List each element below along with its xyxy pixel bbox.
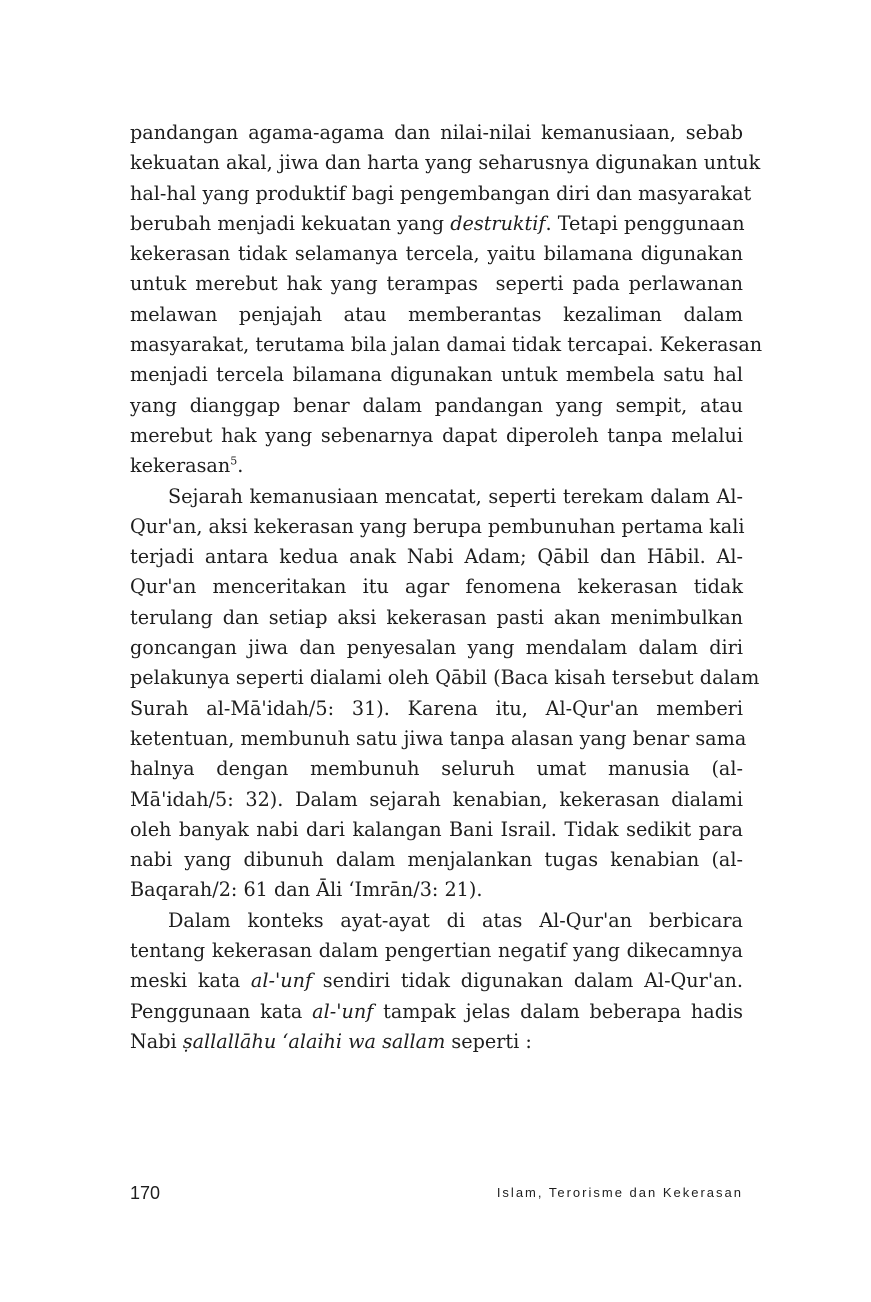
text-line: terjadi antara kedua anak Nabi Adam; Qābil dan Hābil. Al- [130, 545, 743, 569]
text-line: goncangan jiwa dan penyesalan yang mendalam dalam diri [130, 636, 743, 660]
text-line: nabi yang dibunuh dalam menjalankan tugas kenabian (al- [130, 848, 743, 872]
text-line [130, 209, 743, 239]
text-line: Mā'idah/5: 32). Dalam sejarah kenabian, kekerasan dialami [130, 787, 743, 811]
text-fragment: Penggunaan kata [130, 999, 313, 1023]
text-line: pandangan agama-agama dan nilai-nilai kemanusiaan, sebab [130, 121, 743, 144]
italic-term: al-'unf [312, 999, 374, 1023]
text-line: Dalam konteks ayat-ayat di atas Al-Qur'an berbicara [168, 908, 743, 932]
text-fragment: . Tetapi penggunaan [545, 211, 745, 235]
italic-term: destruktif [450, 211, 546, 235]
italic-term: al-'unf [250, 969, 313, 993]
text-line [130, 1027, 743, 1057]
text-line: tentang kekerasan dalam pengertian negatif yang dikecamnya [130, 939, 743, 963]
page-footer [130, 1180, 743, 1210]
text-line: masyarakat, terutama bila jalan damai tidak tercapai. Kekerasan [130, 333, 763, 357]
text-line: Baqarah/2: 61 dan Āli ‘Imrān/3: 21). [130, 878, 483, 902]
text-line: pelakunya seperti dialami oleh Qābil (Baca kisah tersebut dalam [130, 666, 760, 690]
text-line: oleh banyak nabi dari kalangan Bani Israil. Tidak sedikit para [130, 817, 743, 841]
text-line: ketentuan, membunuh satu jiwa tanpa alasan yang benar sama [130, 726, 747, 750]
paragraph [130, 118, 763, 482]
text-line [130, 997, 743, 1027]
paragraph [130, 906, 743, 1057]
text-fragment: tampak jelas dalam beberapa hadis [373, 999, 743, 1023]
text-fragment: . [237, 454, 244, 478]
text-fragment: seperti : [445, 1029, 532, 1053]
text-line: kekuatan akal, jiwa dan harta yang seharusnya digunakan untuk [130, 151, 761, 175]
text-fragment: meski kata [130, 969, 251, 993]
text-fragment: sendiri tidak digunakan dalam Al-Qur'an. [312, 969, 743, 993]
text-line [130, 451, 743, 481]
paragraph [130, 482, 760, 906]
text-line: Surah al-Mā'idah/5: 31). Karena itu, Al-Qur'an memberi [130, 696, 743, 720]
text-line [130, 966, 743, 996]
text-line: halnya dengan membunuh seluruh umat manusia (al- [130, 757, 743, 781]
text-fragment: Nabi [130, 1029, 183, 1053]
text-line: melawan penjajah atau memberantas kezaliman dalam [130, 302, 743, 326]
page-number: 170 [130, 1183, 161, 1203]
text-fragment: kekerasan [130, 454, 231, 478]
text-line: hal-hal yang produktif bagi pengembangan diri dan masyarakat [130, 181, 752, 205]
text-fragment: berubah menjadi kekuatan yang [130, 211, 451, 235]
running-title: Islam, Terorisme dan Kekerasan [496, 1185, 743, 1200]
text-line: Qur'an menceritakan itu agar fenomena kekerasan tidak [130, 575, 743, 599]
text-line: Sejarah kemanusiaan mencatat, seperti terekam dalam Al- [168, 484, 743, 508]
text-line: Qur'an, aksi kekerasan yang berupa pembunuhan pertama kali [130, 514, 745, 538]
text-line: terulang dan setiap aksi kekerasan pasti akan menimbulkan [130, 605, 743, 629]
italic-term: ṣallallāhu ‘alaihi wa sallam [182, 1029, 446, 1053]
footnote-reference[interactable]: 5 [230, 454, 238, 468]
text-line: kekerasan tidak selamanya tercela, yaitu bilamana digunakan [130, 242, 743, 266]
text-line: yang dianggap benar dalam pandangan yang sempit, atau [130, 393, 743, 417]
text-line: menjadi tercela bilamana digunakan untuk membela satu hal [130, 363, 743, 387]
text-line: merebut hak yang sebenarnya dapat diperoleh tanpa melalui [130, 423, 743, 447]
text-line: untuk merebut hak yang terampas seperti pada perlawanan [130, 272, 743, 296]
body-text [130, 118, 763, 1057]
